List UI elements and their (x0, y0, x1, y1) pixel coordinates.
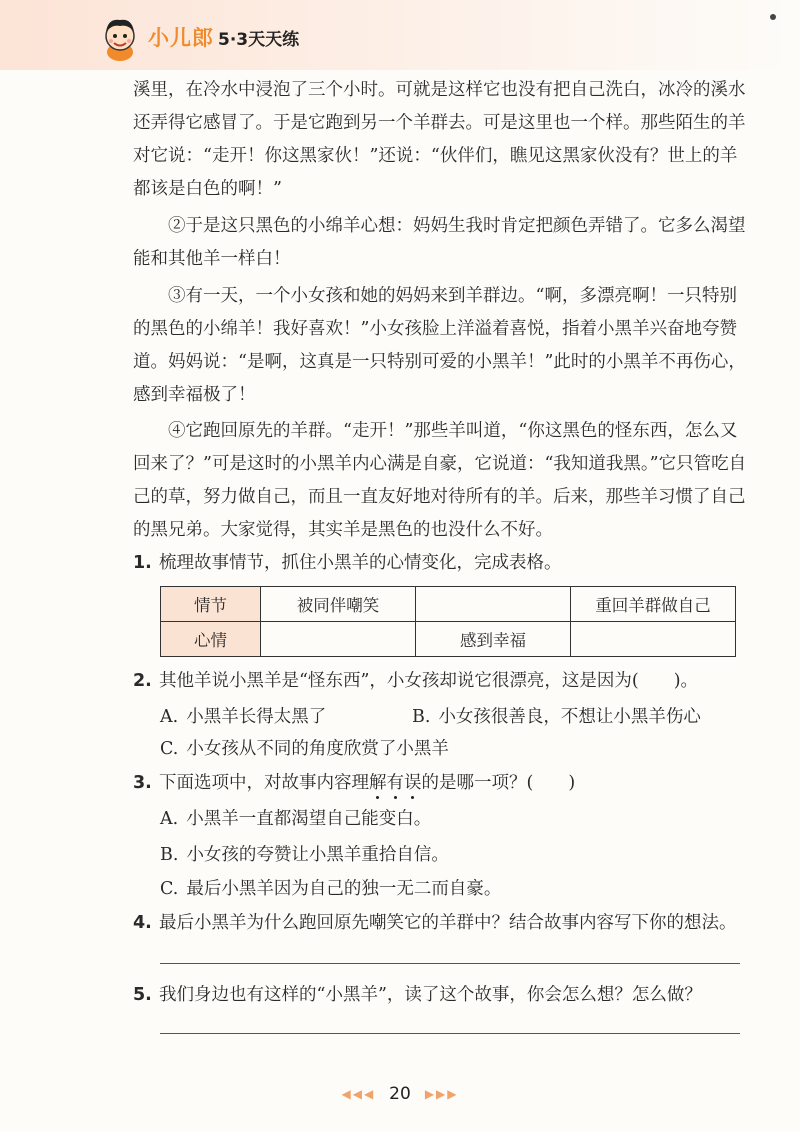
table-header-cell: 心情 (161, 622, 261, 657)
question-number: 4. (133, 913, 152, 933)
answer-line-4[interactable] (160, 963, 740, 964)
question-number: 3. (133, 773, 152, 793)
question-number: 1. (133, 553, 152, 573)
series-name: 5·3天天练 (218, 30, 300, 50)
table-row-plot (161, 587, 736, 622)
table-cell-blank[interactable] (571, 622, 736, 657)
option-key: A. (160, 707, 179, 727)
question-1 (133, 548, 562, 578)
plot-table (160, 586, 736, 657)
table-cell-blank[interactable] (416, 587, 571, 622)
right-arrows-icon: ▶▶▶ (424, 1087, 459, 1101)
table-cell: 重回羊群做自己 (571, 587, 736, 622)
question-text: 梳理故事情节，抓住小黑羊的心情变化，完成表格。 (159, 553, 562, 573)
option-text: 小黑羊长得太黑了 (186, 707, 327, 727)
option-text: 小女孩的夸赞让小黑羊重拾自信。 (186, 845, 449, 865)
boy-mascot-icon (98, 14, 142, 62)
table-cell-blank[interactable] (261, 622, 416, 657)
option-2a[interactable] (160, 702, 326, 732)
option-3a[interactable] (160, 804, 431, 834)
table-header-cell: 情节 (161, 587, 261, 622)
question-text (159, 768, 575, 798)
option-3b[interactable] (160, 840, 449, 870)
option-key: C. (160, 879, 179, 899)
question-text: 其他羊说小黑羊是“怪东西”，小女孩却说它很漂亮，这是因为( )。 (159, 671, 699, 691)
story-paragraph-2: ②于是这只黑色的小绵羊心想：妈妈生我时肯定把颜色弄错了。它多么渴望能和其他羊一样白！ (133, 216, 746, 269)
option-text: 小女孩从不同的角度欣赏了小黑羊 (186, 739, 449, 759)
option-2b[interactable] (412, 702, 701, 732)
brand (148, 22, 299, 52)
option-2c[interactable] (160, 734, 449, 764)
option-key: A. (160, 809, 179, 829)
question-2 (133, 666, 698, 696)
option-text: 小黑羊一直都渴望自己能变白。 (186, 809, 432, 829)
brand-name: 小儿郎 (148, 26, 214, 50)
option-key: B. (412, 707, 431, 727)
table-cell: 感到幸福 (416, 622, 571, 657)
question-3 (133, 768, 575, 798)
question-5 (133, 980, 702, 1010)
page-footer (0, 1084, 800, 1104)
table-row-mood (161, 622, 736, 657)
option-key: B. (160, 845, 179, 865)
table-cell: 被同伴嘲笑 (261, 587, 416, 622)
page-number: 20 (389, 1084, 411, 1104)
emphasis-char: 有 (386, 773, 404, 793)
question-number: 2. (133, 671, 152, 691)
option-3c[interactable] (160, 874, 501, 904)
question-text-part: 下面选项中，对故事内容理 (159, 773, 369, 793)
story-paragraph-3: ③有一天，一个小女孩和她的妈妈来到羊群边。“啊，多漂亮啊！一只特别的黑色的小绵羊！我好喜欢！”小女孩脸上洋溢着喜悦，指着小黑羊兴奋地夸赞道。妈妈说：“是啊，这真是一只特别可爱的小黑羊！”此时的小黑羊不再伤心，感到幸福极了！ (133, 286, 746, 405)
option-text: 最后小黑羊因为自己的独一无二而自豪。 (186, 879, 502, 899)
question-number: 5. (133, 985, 152, 1005)
story-paragraph-4: ④它跑回原先的羊群。“走开！”那些羊叫道，“你这黑色的怪东西，怎么又回来了？”可是这时的小黑羊内心满是自豪，它说道：“我知道我黑。”它只管吃自己的草，努力做自己，而且一直友好地对待所有的羊。后来，那些羊习惯了自己的黑兄弟。大家觉得，其实羊是黑色的也没什么不好。 (133, 421, 747, 540)
answer-line-5[interactable] (160, 1033, 740, 1034)
emphasis-char: 解 (369, 773, 387, 793)
question-text: 最后小黑羊为什么跑回原先嘲笑它的羊群中？结合故事内容写下你的想法。 (159, 913, 737, 933)
corner-mark (770, 14, 776, 20)
question-4 (133, 908, 737, 938)
question-text: 我们身边也有这样的“小黑羊”，读了这个故事，你会怎么想？怎么做？ (159, 985, 702, 1005)
question-text-part: 的是哪一项？( ) (421, 773, 576, 793)
option-text: 小女孩很善良，不想让小黑羊伤心 (438, 707, 701, 727)
left-arrows-icon: ◀◀◀ (341, 1087, 376, 1101)
emphasis-char: 误 (404, 773, 422, 793)
story-paragraph-1: 溪里，在冷水中浸泡了三个小时。可就是这样它也没有把自己洗白，冰冷的溪水还弄得它感冒了。于是它跑到另一个羊群去。可是这里也一个样。那些陌生的羊对它说：“走开！你这黑家伙！”还说：“伙伴们，瞧见这黑家伙没有？世上的羊都该是白色的啊！” (133, 80, 746, 199)
option-key: C. (160, 739, 179, 759)
